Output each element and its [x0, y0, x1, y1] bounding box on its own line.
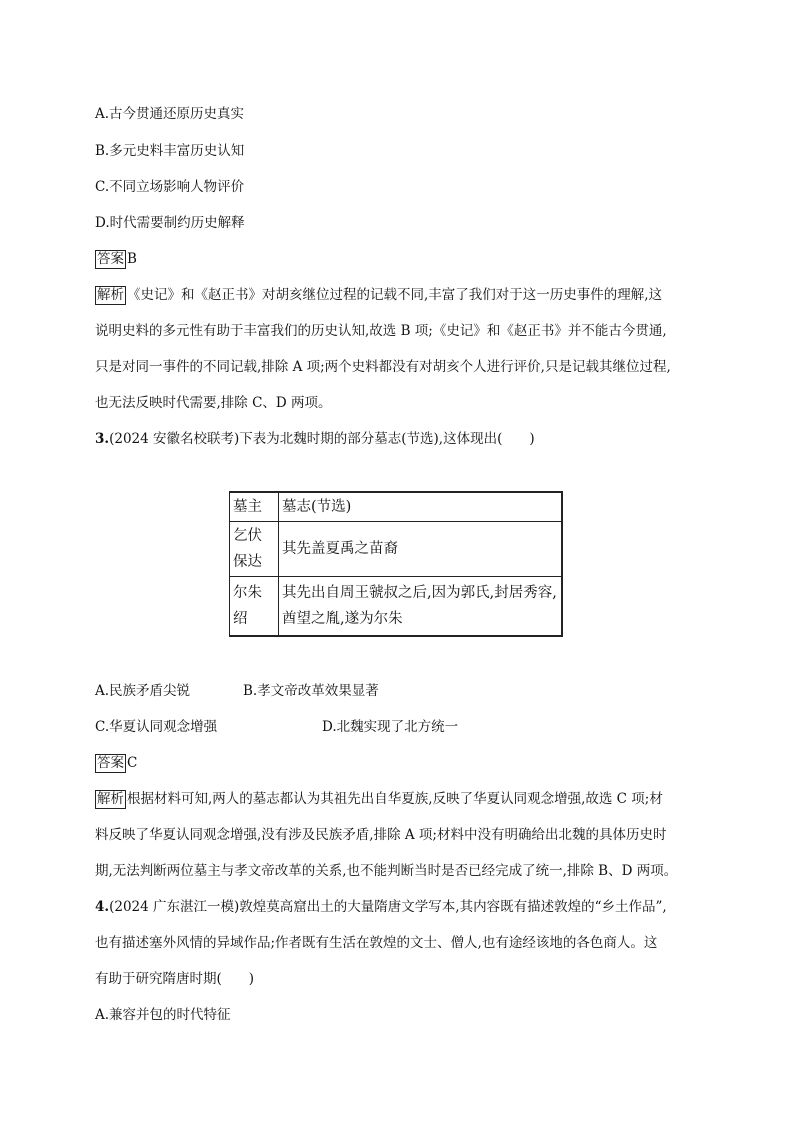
q4-stem-line-2: 也有描述塞外风情的异域作品;作者既有生活在敦煌的文士、僧人,也有途经该地的各色商人。这 [95, 935, 658, 951]
q3-stem [95, 429, 535, 449]
q3-stem-text: (2024 安徽名校联考)下表为北魏时期的部分墓志(节选),这体现出( ) [109, 431, 535, 447]
q4-stem-text-1: (2024 广东湛江一模)敦煌莫高窟出土的大量隋唐文学写本,其内容既有描述敦煌的“乡土作品”, [109, 899, 667, 915]
q3-option-d: D.北魏实现了北方统一 [322, 719, 459, 735]
q3-analysis-line-3: 期,无法判断两位墓主与孝文帝改革的关系,也不能判断当时是否已经完成了统一,排除 B、D 两项。 [95, 863, 678, 879]
q2-analysis-line-4: 也无法反映时代需要,排除 C、D 两项。 [95, 395, 332, 411]
header-epitaph: 墓志(节选) [279, 492, 563, 522]
q3-number: 3. [95, 431, 110, 447]
q4-number: 4. [95, 899, 110, 915]
q2-analysis-text-1: 《史记》和《赵正书》对胡亥继位过程的记载不同,丰富了我们对于这一历史事件的理解,这 [127, 287, 663, 303]
q3-analysis-label: 解析 [97, 791, 124, 807]
row-owner: 尔朱绍 [230, 577, 279, 637]
q2-analysis-line-2: 说明史料的多元性有助于丰富我们的历史认知,故选 B 项;《史记》和《赵正书》并不能古今贯通, [95, 323, 667, 339]
q2-analysis-label: 解析 [97, 287, 124, 303]
q3-answer-value: C [127, 755, 138, 771]
q3-option-a: A.民族矛盾尖锐 [95, 683, 191, 699]
row-owner: 乞伏保达 [230, 522, 279, 577]
q2-answer-label: 答案 [97, 251, 124, 267]
q3-option-b: B.孝文帝改革效果显著 [243, 683, 379, 699]
header-owner: 墓主 [230, 492, 279, 522]
q3-answer-label: 答案 [97, 755, 124, 771]
q2-option-d: D.时代需要制约历史解释 [95, 215, 245, 231]
row-epitaph: 其先盖夏禹之苗裔 [279, 522, 563, 577]
q3-answer [95, 753, 137, 773]
q3-analysis-line-1 [95, 789, 663, 809]
q2-answer-value: B [127, 251, 137, 267]
row-epitaph: 其先出自周王虢叔之后,因为郭氏,封居秀容,酋望之胤,遂为尔朱 [279, 577, 563, 637]
table-row [230, 577, 563, 637]
q2-option-c: C.不同立场影响人物评价 [95, 179, 245, 195]
q3-analysis-line-2: 料反映了华夏认同观念增强,没有涉及民族矛盾,排除 A 项;材料中没有明确给出北魏的具体历史时 [95, 827, 667, 843]
q2-analysis-line-1 [95, 285, 662, 305]
table-row [230, 522, 563, 577]
q2-analysis-line-3: 只是对同一事件的不同记载,排除 A 项;两个史料都没有对胡亥个人进行评价,只是记载其继位过程, [95, 359, 671, 375]
q3-option-c: C.华夏认同观念增强 [95, 719, 218, 735]
q2-answer [95, 249, 137, 269]
q4-option-a: A.兼容并包的时代特征 [95, 1007, 231, 1023]
q4-stem-line-1 [95, 897, 667, 917]
q3-analysis-text-1: 根据材料可知,两人的墓志都认为其祖先出自华夏族,反映了华夏认同观念增强,故选 C 项;材 [127, 791, 663, 807]
q4-stem-line-3: 有助于研究隋唐时期( ) [95, 971, 255, 987]
q2-option-a: A.古今贯通还原历史真实 [95, 106, 245, 122]
epitaph-table [229, 491, 563, 637]
q2-option-b: B.多元史料丰富历史认知 [95, 143, 245, 159]
table-header-row [230, 492, 563, 522]
